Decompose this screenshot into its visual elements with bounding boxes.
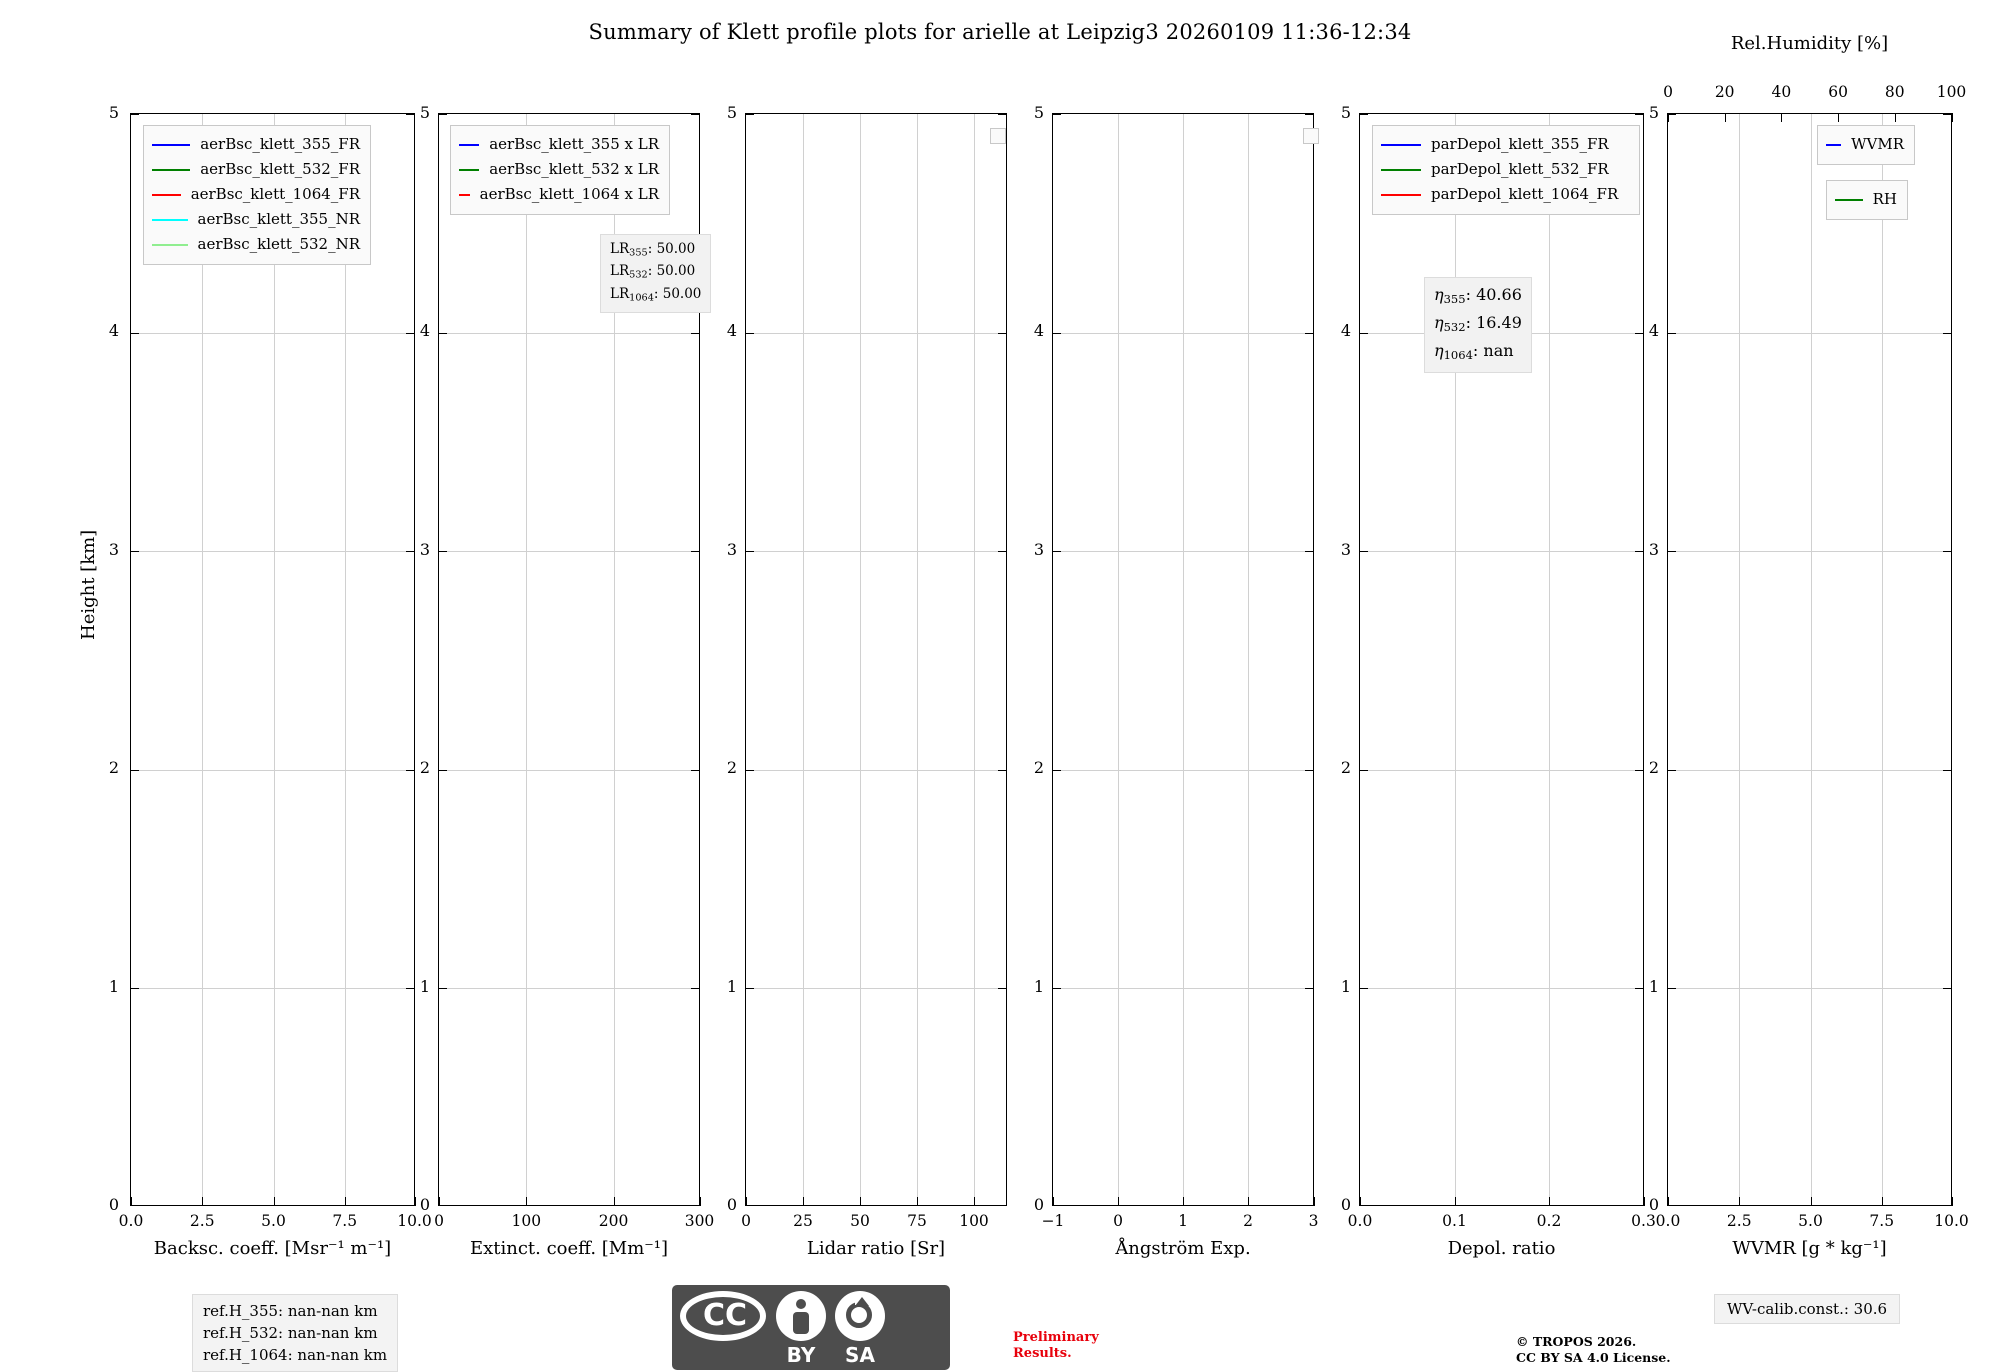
ref-line: ref.H_532: nan-nan km [203,1324,378,1342]
x-tick-label: 0.0 [118,1212,144,1230]
y-tick-label: 4 [1340,321,1351,340]
y-tick-label: 0 [1648,1195,1659,1214]
x-tick-label: 1 [1178,1212,1188,1230]
cc-sa-icon [835,1291,885,1341]
legend-item[interactable]: WVMR [1826,132,1904,157]
legend-item[interactable]: aerBsc_klett_355_NR [152,207,360,232]
annotation-row [610,240,701,262]
y-tick-label: 2 [1340,758,1351,777]
top-x-tick-label: 100 [1936,83,1967,101]
legend-item[interactable]: parDepol_klett_1064_FR [1381,182,1629,207]
annotation-value: 50.00 [656,263,696,280]
cc-license-badge [672,1285,950,1370]
legend-line-icon [152,194,181,196]
legend-depol[interactable] [1372,125,1640,215]
chart-panel-wvmr[interactable] [1648,83,1969,1230]
x-tick-label: 10.0 [397,1212,432,1230]
wv-calibration-constant: WV-calib.const.: 30.6 [1714,1294,1900,1324]
y-axis-title: Height [km] [78,529,99,640]
annotation-value: 40.66 [1476,285,1522,304]
cc-by-icon [776,1291,826,1341]
x-tick-label: 2.5 [1726,1212,1752,1230]
x-tick-label: 0.1 [1442,1212,1467,1230]
y-tick-label: 5 [1648,103,1659,122]
x-tick-label: 0 [434,1212,444,1230]
y-tick-label: 5 [1340,103,1351,122]
cc-by-label: BY [786,1343,816,1367]
legend-line-icon [459,169,479,171]
x-tick-label: 0.3 [1631,1212,1656,1230]
legend-item[interactable]: aerBsc_klett_532_FR [152,157,360,182]
legend-line-icon [1381,144,1421,146]
y-tick-label: 0 [726,1195,737,1214]
x-tick-label: 0 [1113,1212,1123,1230]
legend-wvmr[interactable] [1817,125,1915,165]
y-tick-label: 4 [419,321,430,340]
y-tick-label: 5 [419,103,430,122]
annotation-label: $\eta_{532}$: [1434,312,1471,334]
annotation-value: nan [1483,340,1514,360]
x-tick-label: −1 [1041,1212,1065,1230]
y-tick-label: 2 [419,758,430,777]
chart-panel-backscatter[interactable] [108,103,432,1230]
top-x-tick-label: 0 [1663,83,1673,101]
annotation-row [610,285,701,307]
x-tick-label: 100 [959,1212,989,1230]
y-tick-label: 4 [108,321,119,340]
x-tick-label: 0.2 [1536,1212,1562,1230]
y-tick-label: 2 [1648,758,1659,777]
legend-item[interactable]: RH [1835,187,1897,212]
top-x-axis-title-rh: Rel.Humidity [%] [1730,33,1889,54]
legend-line-icon [152,144,190,146]
y-tick-label: 4 [726,321,737,340]
tropos-line1: © TROPOS 2026. [1516,1334,1637,1349]
x-tick-label: 0 [741,1212,751,1230]
x-axis-title-angstrom: Ångström Exp. [1115,1238,1251,1259]
preliminary-notice [1013,1330,1099,1362]
legend-item[interactable]: aerBsc_klett_1064_FR [152,182,360,207]
x-tick-label: 5.0 [261,1212,286,1230]
x-tick-label: 3 [1308,1212,1319,1230]
x-tick-label: 5.0 [1798,1212,1823,1230]
annotation-value: 50.00 [656,241,696,257]
y-tick-label: 1 [1033,977,1044,996]
x-axis-title-backscatter: Backsc. coeff. [Msr⁻¹ m⁻¹] [153,1238,392,1259]
cc-sa-label: SA [845,1343,875,1367]
legend-line-icon [152,244,188,246]
legend-item[interactable]: aerBsc_klett_1064 x LR [459,182,659,207]
y-tick-label: 0 [1340,1195,1351,1214]
legend-line-icon [1381,169,1421,171]
annotation-value: 50.00 [662,285,702,302]
x-tick-label: 50 [850,1212,870,1230]
legend-rh[interactable] [1826,180,1908,220]
x-tick-label: 100 [511,1212,542,1230]
y-tick-label: 4 [1033,321,1044,340]
x-tick-label: 300 [684,1212,715,1230]
legend-line-icon [1381,194,1421,196]
x-axis-title-lidar-ratio: Lidar ratio [Sr] [806,1238,946,1259]
legend-line-icon [1826,144,1841,146]
tropos-line2: CC BY SA 4.0 License. [1516,1350,1671,1365]
x-tick-label: 7.5 [332,1212,358,1230]
annotation-label: $\eta_{355}$: [1434,285,1471,306]
preliminary-line2: Results. [1013,1346,1072,1361]
annotation-row [1434,339,1522,367]
top-x-tick-label: 20 [1714,83,1735,101]
y-tick-label: 0 [419,1195,430,1214]
ref-line: ref.H_355: nan-nan km [203,1302,378,1320]
chart-panel-lidar-ratio[interactable] [726,103,1007,1230]
y-tick-label: 1 [108,977,119,996]
annotation-label: $LR_{355}$: [610,241,653,259]
page-title: Summary of Klett profile plots for arielle at Leipzig3 20260109 11:36-12:34 [588,20,1412,44]
ref-line: ref.H_1064: nan-nan km [203,1346,388,1364]
y-tick-label: 4 [1648,321,1659,340]
x-axis-title-wvmr: WVMR [g * kg⁻¹] [1732,1238,1887,1259]
legend-line-icon [1835,199,1863,201]
y-tick-label: 3 [1340,540,1351,559]
y-tick-label: 3 [1648,540,1659,559]
x-tick-label: 75 [907,1212,927,1230]
top-x-tick-label: 60 [1828,83,1848,101]
y-tick-label: 1 [726,977,737,996]
x-tick-label: 10.0 [1934,1212,1969,1230]
x-tick-label: 200 [598,1212,629,1230]
y-tick-label: 2 [726,758,737,777]
y-tick-label: 5 [726,103,737,122]
empty-legend-box-angstrom[interactable] [1303,128,1319,144]
x-axis-title-depol: Depol. ratio [1447,1238,1556,1259]
x-tick-label: 25 [793,1212,813,1230]
annotation-label: $LR_{532}$: [610,263,653,281]
x-axis-title-extinction: Extinct. coeff. [Mm⁻¹] [469,1238,669,1259]
empty-legend-box-lidar-ratio[interactable] [990,128,1006,144]
annotation-row [610,262,701,284]
y-tick-label: 3 [1033,540,1044,559]
legend-extinction[interactable] [450,125,670,215]
legend-item[interactable]: aerBsc_klett_355_FR [152,132,360,157]
y-tick-label: 2 [1033,758,1044,777]
y-tick-label: 3 [726,540,737,559]
tropos-copyright [1516,1334,1671,1366]
annotation-label: $\eta_{1064}$: [1434,340,1479,362]
preliminary-line1: Preliminary [1013,1330,1099,1345]
y-tick-label: 0 [1033,1195,1044,1214]
y-tick-label: 3 [419,540,430,559]
x-tick-label: 0.0 [1347,1212,1373,1230]
legend-backscatter[interactable] [143,125,371,265]
chart-panel-angstrom[interactable] [1033,103,1319,1230]
cc-label: CC [702,1298,748,1333]
y-tick-label: 1 [1340,977,1351,996]
legend-line-icon [459,144,479,146]
annotation-row [1434,311,1522,339]
top-x-tick-label: 80 [1884,83,1905,101]
legend-item[interactable]: aerBsc_klett_532 x LR [459,157,659,182]
top-x-tick-label: 40 [1771,83,1792,101]
x-tick-label: 0.0 [1655,1212,1681,1230]
reference-height-box [192,1294,398,1372]
y-tick-label: 1 [1648,977,1659,996]
legend-item[interactable]: parDepol_klett_532_FR [1381,157,1629,182]
annotation-label: $LR_{1064}$: [610,285,659,304]
legend-item[interactable]: parDepol_klett_355_FR [1381,132,1629,157]
y-tick-label: 2 [108,758,119,777]
y-tick-label: 0 [108,1195,119,1214]
x-tick-label: 2.5 [189,1212,215,1230]
x-tick-label: 7.5 [1869,1212,1895,1230]
legend-line-icon [152,169,190,171]
eta-annotation-box [1424,277,1532,373]
annotation-row [1434,283,1522,311]
legend-item[interactable]: aerBsc_klett_355 x LR [459,132,659,157]
y-tick-label: 5 [1033,103,1044,122]
y-tick-label: 3 [108,540,119,559]
y-tick-label: 1 [419,977,430,996]
lidar-ratio-annotation-box [600,234,711,313]
legend-line-icon [152,219,188,221]
legend-line-icon [459,194,470,196]
annotation-value: 16.49 [1476,312,1522,332]
y-tick-label: 5 [108,103,119,122]
legend-item[interactable]: aerBsc_klett_532_NR [152,232,360,257]
x-tick-label: 2 [1243,1212,1253,1230]
